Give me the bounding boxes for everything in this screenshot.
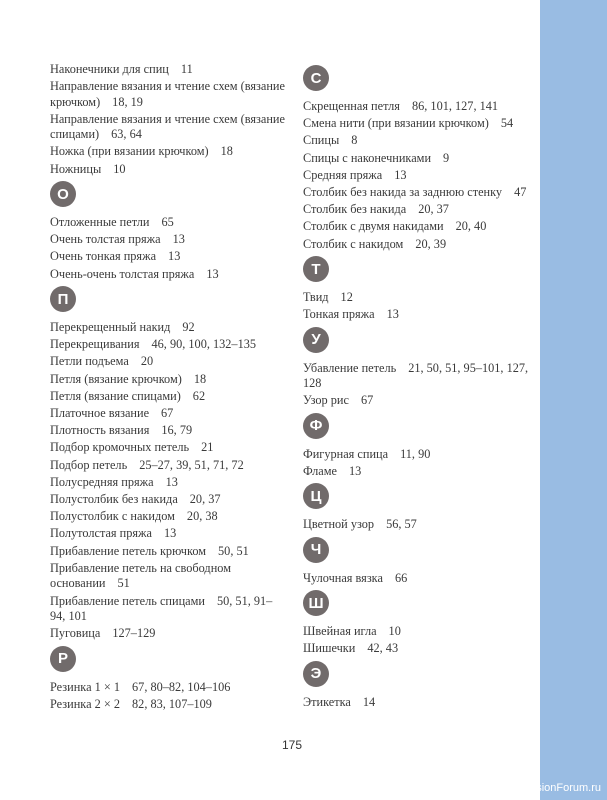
index-term: Петли подъема — [50, 354, 129, 369]
index-term: Убавление петель — [303, 360, 397, 375]
index-term: Скрещенная петля — [303, 99, 400, 113]
index-page-refs: 65 — [161, 215, 174, 230]
index-page-refs: 11 — [180, 62, 193, 76]
index-entry — [50, 62, 285, 77]
index-entry — [303, 202, 538, 217]
index-entry — [50, 423, 285, 438]
index-term: Этикетка — [303, 694, 351, 709]
index-page-refs: 92 — [182, 320, 195, 335]
index-page-refs: 13 — [172, 232, 185, 247]
index-term: Полустолбик без накида — [50, 492, 178, 507]
section-letter-badge: Ф — [303, 413, 329, 439]
index-entry — [50, 526, 285, 541]
index-entry — [303, 219, 538, 234]
index-term: Пуговица — [50, 626, 101, 641]
index-page-refs: 20, 40 — [455, 219, 487, 234]
section-letter-badge: Т — [303, 256, 329, 282]
index-term: Платочное вязание — [50, 406, 150, 421]
index-page-refs: 13 — [168, 249, 181, 264]
index-term: Подбор петель — [50, 457, 128, 472]
index-term: Фламе — [303, 463, 337, 478]
index-term: Смена нити (при вязании крючком) — [303, 116, 489, 131]
index-entry — [50, 626, 285, 641]
section-letter-badge: С — [303, 65, 329, 91]
index-term: Отложенные петли — [50, 215, 150, 230]
index-term: Направление вязания и чтение схем (вязание крючком) — [50, 79, 285, 109]
index-entry — [50, 162, 285, 177]
index-page-refs: 21, 50, 51, 95–101, 127, 128 — [303, 360, 529, 391]
index-term: Спицы — [303, 133, 340, 148]
index-page-refs: 13 — [348, 463, 362, 478]
index-entry — [303, 307, 538, 322]
index-page-refs: 50, 51, 91–94, 101 — [50, 593, 273, 623]
index-entry — [50, 144, 285, 159]
index-page-refs: 63, 64 — [111, 127, 142, 142]
index-term: Прибавление петель спицами — [50, 593, 205, 608]
index-page-refs: 50, 51 — [218, 543, 249, 558]
index-page-refs: 25–27, 39, 51, 71, 72 — [139, 457, 244, 472]
index-entry — [50, 320, 285, 335]
index-entry — [50, 406, 285, 421]
index-page-refs: 67, 80–82, 104–106 — [132, 679, 231, 694]
index-page-refs: 47 — [514, 185, 527, 200]
index-term: Резинка 2 × 2 — [50, 696, 121, 711]
index-column-left — [50, 62, 285, 714]
index-page-refs: 46, 90, 100, 132–135 — [151, 337, 257, 352]
index-page-refs: 51 — [117, 576, 130, 591]
index-entry — [303, 237, 538, 252]
index-term: Узор рис — [303, 393, 349, 408]
index-term: Столбик с двумя накидами — [303, 219, 444, 234]
section-letter-badge: У — [303, 327, 329, 353]
index-term: Направление вязания и чтение схем (вязание спицами) — [50, 111, 285, 142]
index-page-refs: 9 — [443, 150, 450, 165]
index-page-refs: 20, 37 — [189, 492, 221, 507]
index-entry — [50, 372, 285, 387]
index-entry — [50, 680, 285, 695]
index-entry — [50, 389, 285, 404]
index-entry — [303, 151, 538, 166]
index-term: Петля (вязание крючком) — [50, 371, 182, 386]
index-entry — [303, 133, 538, 148]
index-page-refs: 13 — [164, 526, 177, 541]
index-entry — [50, 79, 285, 110]
index-page-refs: 18, 19 — [112, 94, 143, 109]
index-page-refs: 127–129 — [112, 626, 156, 641]
index-entry — [303, 290, 538, 305]
side-color-band — [540, 0, 607, 800]
index-term: Столбик с накидом — [303, 236, 404, 251]
index-term: Столбик без накида — [303, 202, 407, 217]
index-entry — [50, 561, 285, 592]
index-page-refs: 13 — [206, 266, 219, 281]
index-term: Петля (вязание спицами) — [50, 388, 181, 403]
index-entry — [303, 447, 538, 462]
index-page-refs: 54 — [500, 116, 514, 131]
index-entry — [303, 464, 538, 479]
index-page-refs: 20, 37 — [418, 202, 449, 217]
index-entry — [50, 232, 285, 247]
index-entry — [303, 361, 538, 392]
index-term: Резинка 1 × 1 — [50, 679, 121, 694]
index-page-refs: 14 — [362, 694, 376, 709]
index-entry — [303, 99, 538, 114]
index-entry — [50, 509, 285, 524]
section-letter-badge: Ш — [303, 590, 329, 616]
index-entry — [303, 393, 538, 408]
index-entry — [303, 185, 538, 200]
index-column-right — [303, 62, 538, 712]
index-entry — [50, 594, 285, 625]
index-entry — [50, 544, 285, 559]
index-page-refs: 62 — [192, 388, 206, 403]
index-term: Полусредняя пряжа — [50, 474, 154, 489]
index-page-refs: 8 — [351, 133, 358, 148]
index-term: Наконечники для спиц — [50, 62, 169, 76]
index-page-refs: 20 — [140, 354, 154, 369]
index-page-refs: 66 — [394, 570, 408, 585]
index-term: Очень тонкая пряжа — [50, 249, 157, 264]
index-term: Подбор кромочных петель — [50, 440, 190, 455]
index-term: Тонкая пряжа — [303, 307, 375, 322]
index-page-refs: 13 — [165, 474, 178, 489]
index-term: Швейная игла — [303, 624, 377, 639]
index-entry — [303, 116, 538, 131]
index-term: Полустолбик с накидом — [50, 509, 175, 524]
index-entry — [50, 249, 285, 264]
index-entry — [50, 267, 285, 282]
index-entry — [303, 168, 538, 183]
index-term: Очень-очень толстая пряжа — [50, 266, 195, 281]
index-page-refs: 21 — [201, 440, 214, 455]
index-page-refs: 67 — [360, 393, 374, 408]
index-entry — [303, 571, 538, 586]
index-term: Перекрещенный накид — [50, 320, 171, 335]
index-entry — [50, 112, 285, 143]
index-term: Шишечки — [303, 641, 356, 656]
index-page-refs: 13 — [394, 167, 407, 182]
index-term: Твид — [303, 290, 329, 305]
index-page-refs: 18 — [193, 371, 207, 386]
index-term: Ножка (при вязании крючком) — [50, 144, 209, 159]
index-term: Чулочная вязка — [303, 570, 383, 585]
index-entry — [303, 641, 538, 656]
index-page-refs: 67 — [161, 406, 174, 421]
index-term: Плотность вязания — [50, 423, 150, 438]
index-term: Спицы с наконечниками — [303, 150, 432, 165]
index-page-refs: 18 — [220, 144, 233, 159]
index-entry — [50, 215, 285, 230]
index-term: Столбик без накида за заднюю стенку — [303, 185, 503, 200]
index-term: Фигурная спица — [303, 446, 389, 461]
page-number: 175 — [281, 738, 303, 752]
index-page-refs: 86, 101, 127, 141 — [411, 99, 499, 113]
index-term: Ножницы — [50, 161, 102, 176]
index-term: Прибавление петель на свободном основании — [50, 560, 231, 591]
section-letter-badge: Э — [303, 661, 329, 687]
index-page-refs: 10 — [113, 161, 126, 176]
index-page-refs: 10 — [388, 624, 401, 639]
section-letter-badge: П — [50, 286, 76, 312]
section-letter-badge: О — [50, 181, 76, 207]
index-page-refs: 12 — [340, 290, 353, 305]
section-letter-badge: Ц — [303, 483, 329, 509]
section-letter-badge: Р — [50, 646, 76, 672]
index-page-refs: 42, 43 — [367, 641, 399, 656]
watermark: PassionForum.ru — [517, 782, 601, 794]
index-term: Цветной узор — [303, 517, 375, 532]
index-entry — [303, 624, 538, 639]
index-entry — [50, 697, 285, 712]
index-page-refs: 20, 38 — [186, 509, 218, 524]
index-entry — [50, 354, 285, 369]
index-page-refs: 82, 83, 107–109 — [132, 696, 212, 711]
index-page-refs: 11, 90 — [400, 446, 431, 461]
index-page-refs: 13 — [386, 307, 399, 322]
index-entry — [50, 337, 285, 352]
index-entry — [50, 475, 285, 490]
index-page-refs: 56, 57 — [386, 517, 417, 532]
index-entry — [303, 695, 538, 710]
index-term: Прибавление петель крючком — [50, 543, 207, 558]
index-entry — [50, 492, 285, 507]
section-letter-badge: Ч — [303, 537, 329, 563]
index-page-refs: 20, 39 — [415, 236, 447, 251]
index-term: Перекрещивания — [50, 337, 140, 352]
index-page-refs: 16, 79 — [161, 423, 193, 438]
index-entry — [303, 517, 538, 532]
index-entry — [50, 440, 285, 455]
index-term: Очень толстая пряжа — [50, 232, 161, 247]
index-term: Полутолстая пряжа — [50, 526, 152, 541]
index-term: Средняя пряжа — [303, 167, 383, 182]
index-entry — [50, 458, 285, 473]
